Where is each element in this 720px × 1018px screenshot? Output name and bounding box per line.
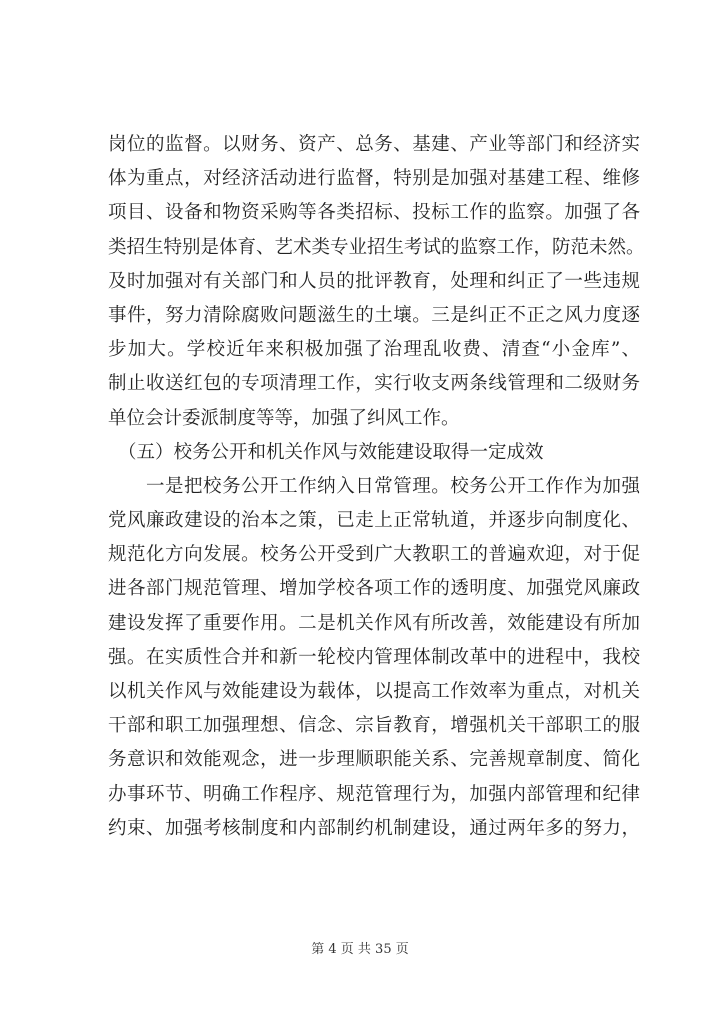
text-line: 务意识和效能观念，进一步理顺职能关系、完善规章制度、简化: [108, 749, 640, 771]
text-line: 类招生特别是体育、艺术类专业招生考试的监察工作，防范未然。: [108, 236, 645, 258]
text-line: 建设发挥了重要作用。二是机关作风有所改善，效能建设有所加: [108, 612, 640, 634]
text-line: 制止收送红包的专项清理工作，实行收支两条线管理和二级财务: [108, 373, 640, 395]
text-line: 项目、设备和物资采购等各类招标、投标工作的监察。加强了各: [108, 202, 640, 224]
text-line: 规范化方向发展。校务公开受到广大教职工的普遍欢迎，对于促: [108, 544, 640, 566]
text-line: 以机关作风与效能建设为载体，以提高工作效率为重点，对机关: [108, 681, 640, 702]
text-line: 进各部门规范管理、增加学校各项工作的透明度、加强党风廉政: [108, 578, 640, 600]
text-line: 强。在实质性合并和新一轮校内管理体制改革中的进程中，我校: [108, 646, 640, 668]
text-line: 一是把校务公开工作纳入日常管理。校务公开工作作为加强: [146, 475, 640, 497]
paragraph-1: [108, 128, 645, 436]
text-line: 干部和职工加强理想、信念、宗旨教育，增强机关干部职工的服: [108, 715, 640, 737]
page-number-footer: 第 4 页 共 35 页: [311, 942, 409, 957]
text-line: 步加大。学校近年来积极加强了治理乱收费、清查“小金库”、: [108, 339, 640, 361]
text-line: 事件，努力清除腐败问题滋生的土壤。三是纠正不正之风力度逐: [108, 304, 640, 326]
text-line: 党风廉政建设的治本之策，已走上正常轨道，并逐步向制度化、: [108, 510, 640, 532]
section-heading: （五）校务公开和机关作风与效能建设取得一定成效: [118, 441, 544, 463]
text-line: 及时加强对有关部门和人员的批评教育，处理和纠正了一些违规: [108, 270, 640, 292]
text-line: 约束、加强考核制度和内部制约机制建设，通过两年多的努力，: [108, 817, 640, 839]
document-page: [108, 128, 645, 846]
text-line: 岗位的监督。以财务、资产、总务、基建、产业等部门和经济实: [108, 134, 640, 155]
paragraph-2: [108, 470, 640, 846]
text-line: 体为重点，对经济活动进行监督，特别是加强对基建工程、维修: [108, 168, 640, 190]
text-line: 办事环节、明确工作程序、规范管理行为，加强内部管理和纪律: [108, 783, 640, 805]
text-line: 单位会计委派制度等等，加强了纠风工作。: [108, 407, 460, 429]
